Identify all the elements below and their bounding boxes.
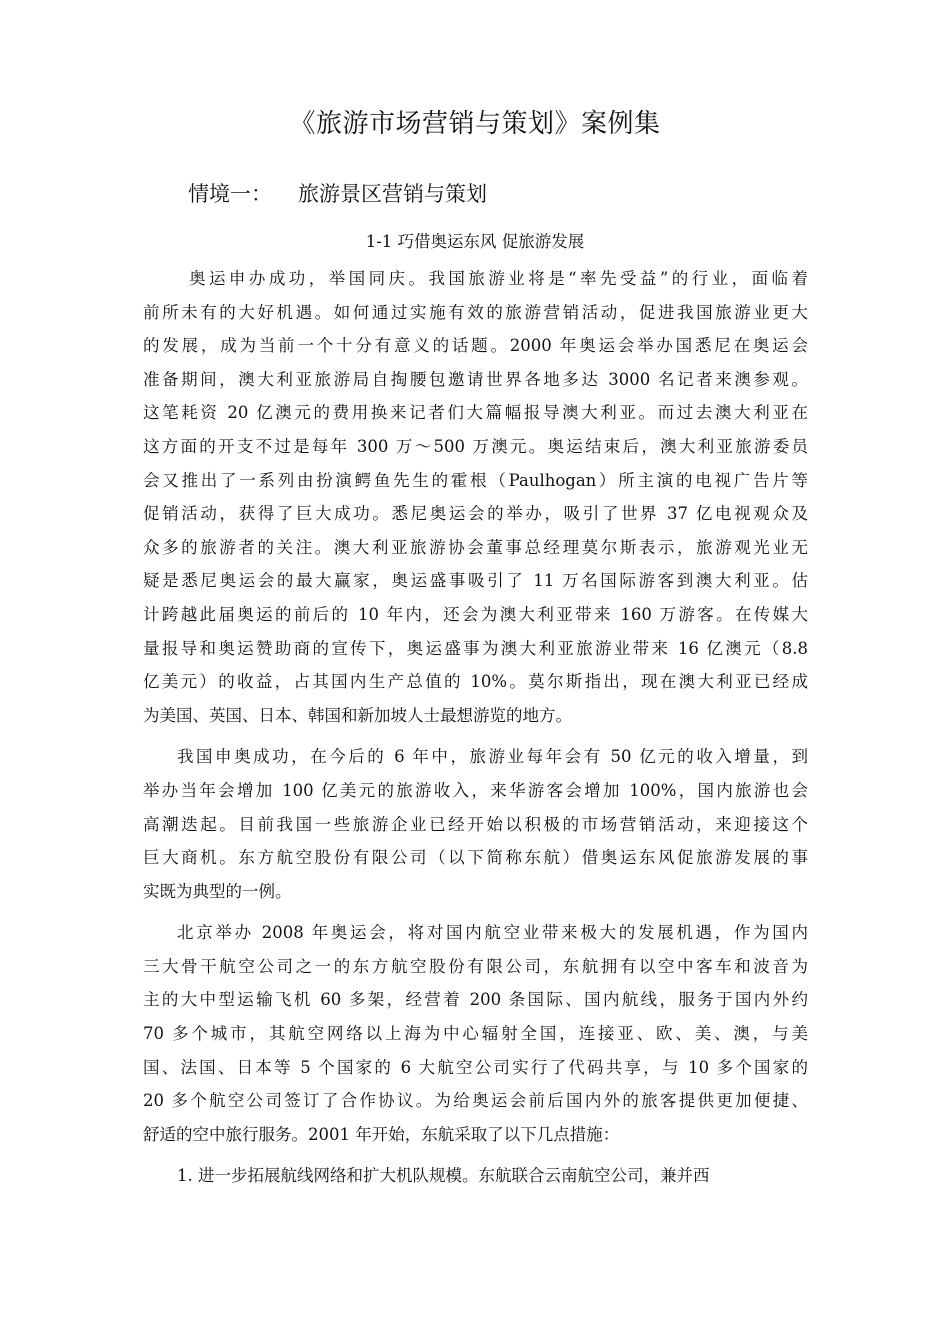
paragraph — [143, 916, 808, 1151]
paragraph-line: 三大骨干航空公司之一的东方航空股份有限公司，东航拥有以空中客车和波音为 — [143, 956, 808, 976]
paragraph-line: 舒适的空中旅行服务。2001 年开始，东航采取了以下几点措施： — [143, 1124, 620, 1144]
paragraph-line: 计跨越此届奥运的前后的 10 年内，还会为澳大利亚带来 160 万游客。在传媒大 — [143, 604, 808, 624]
paragraph-line: 这方面的开支不过是每年 300 万～500 万澳元。奥运结束后，澳大利亚旅游委员 — [143, 436, 808, 456]
paragraph-line: 会又推出了一系列由扮演鳄鱼先生的霍根（Paulhogan）所主演的电视广告片等 — [143, 470, 808, 490]
paragraph-line: 奥运申办成功，举国同庆。我国旅游业将是“率先受益”的行业，面临着 — [189, 269, 808, 288]
paragraph-line: 北京举办 2008 年奥运会，将对国内航空业带来极大的发展机遇，作为国内 — [177, 923, 808, 943]
paragraph-line: 高潮迭起。目前我国一些旅游企业已经开始以积极的市场营销活动，来迎接这个 — [143, 814, 808, 834]
paragraph-line: 主的大中型运输飞机 60 多架，经营着 200 条国际、国内航线，服务于国内外约 — [143, 990, 808, 1010]
paragraph-line: 准备期间，澳大利亚旅游局自掏腰包邀请世界各地多达 3000 名记者来澳参观。 — [143, 369, 808, 389]
paragraph-line: 1. 进一步拓展航线网络和扩大机队规模。东航联合云南航空公司，兼并西 — [177, 1166, 710, 1186]
section-label: 情境一： — [188, 182, 272, 206]
paragraph-line: 举办当年会增加 100 亿美元的旅游收入，来华游客会增加 100%，国内旅游也会 — [143, 780, 808, 800]
paragraph-line: 促销活动，获得了巨大成功。悉尼奥运会的举办，吸引了世界 37 亿电视观众及 — [143, 504, 808, 524]
paragraph-line: 亿美元）的收益，占其国内生产总值的 10%。莫尔斯指出，现在澳大利亚已经成 — [143, 672, 808, 692]
paragraph-line: 的发展，成为当前一个十分有意义的话题。2000 年奥运会举办国悉尼在奥运会 — [143, 336, 808, 356]
document-body — [143, 262, 808, 1193]
case-title: 1-1 巧借奥运东风 促旅游发展 — [365, 232, 585, 251]
paragraph-line: 这笔耗资 20 亿澳元的费用换来记者们大篇幅报导澳大利亚。而过去澳大利亚在 — [143, 403, 808, 423]
paragraph-line: 我国申奥成功，在今后的 6 年中，旅游业每年会有 50 亿元的收入增量，到 — [177, 747, 808, 767]
section-heading — [188, 178, 487, 210]
paragraph-line: 前所未有的大好机遇。如何通过实施有效的旅游营销活动，促进我国旅游业更大 — [143, 302, 808, 322]
paragraph-line: 20 多个航空公司签订了合作协议。为给奥运会前后国内外的旅客提供更加便捷、 — [143, 1091, 808, 1111]
paragraph — [143, 740, 808, 908]
paragraph — [143, 1159, 808, 1193]
paragraph-line: 实既为典型的一例。 — [143, 881, 292, 901]
section-name: 旅游景区营销与策划 — [298, 182, 487, 206]
paragraph-line: 量报导和奥运赞助商的宣传下，奥运盛事为澳大利亚旅游业带来 16 亿澳元（8.8 — [143, 638, 808, 658]
paragraph-line: 巨大商机。东方航空股份有限公司（以下简称东航）借奥运东风促旅游发展的事 — [143, 848, 808, 868]
paragraph-line: 为美国、英国、日本、韩国和新加坡人士最想游览的地方。 — [143, 705, 572, 725]
paragraph-line: 国、法国、日本等 5 个国家的 6 大航空公司实行了代码共享，与 10 多个国家的 — [143, 1057, 808, 1077]
paragraph-line: 众多的旅游者的关注。澳大利亚旅游协会董事总经理莫尔斯表示，旅游观光业无 — [143, 537, 808, 557]
paragraph-line: 70 多个城市，其航空网络以上海为中心辐射全国，连接亚、欧、美、澳，与美 — [143, 1024, 808, 1044]
paragraph-line: 疑是悉尼奥运会的最大赢家，奥运盛事吸引了 11 万名国际游客到澳大利亚。估 — [143, 571, 808, 591]
paragraph — [143, 262, 808, 732]
document-title: 《旅游市场营销与策划》案例集 — [289, 109, 661, 139]
